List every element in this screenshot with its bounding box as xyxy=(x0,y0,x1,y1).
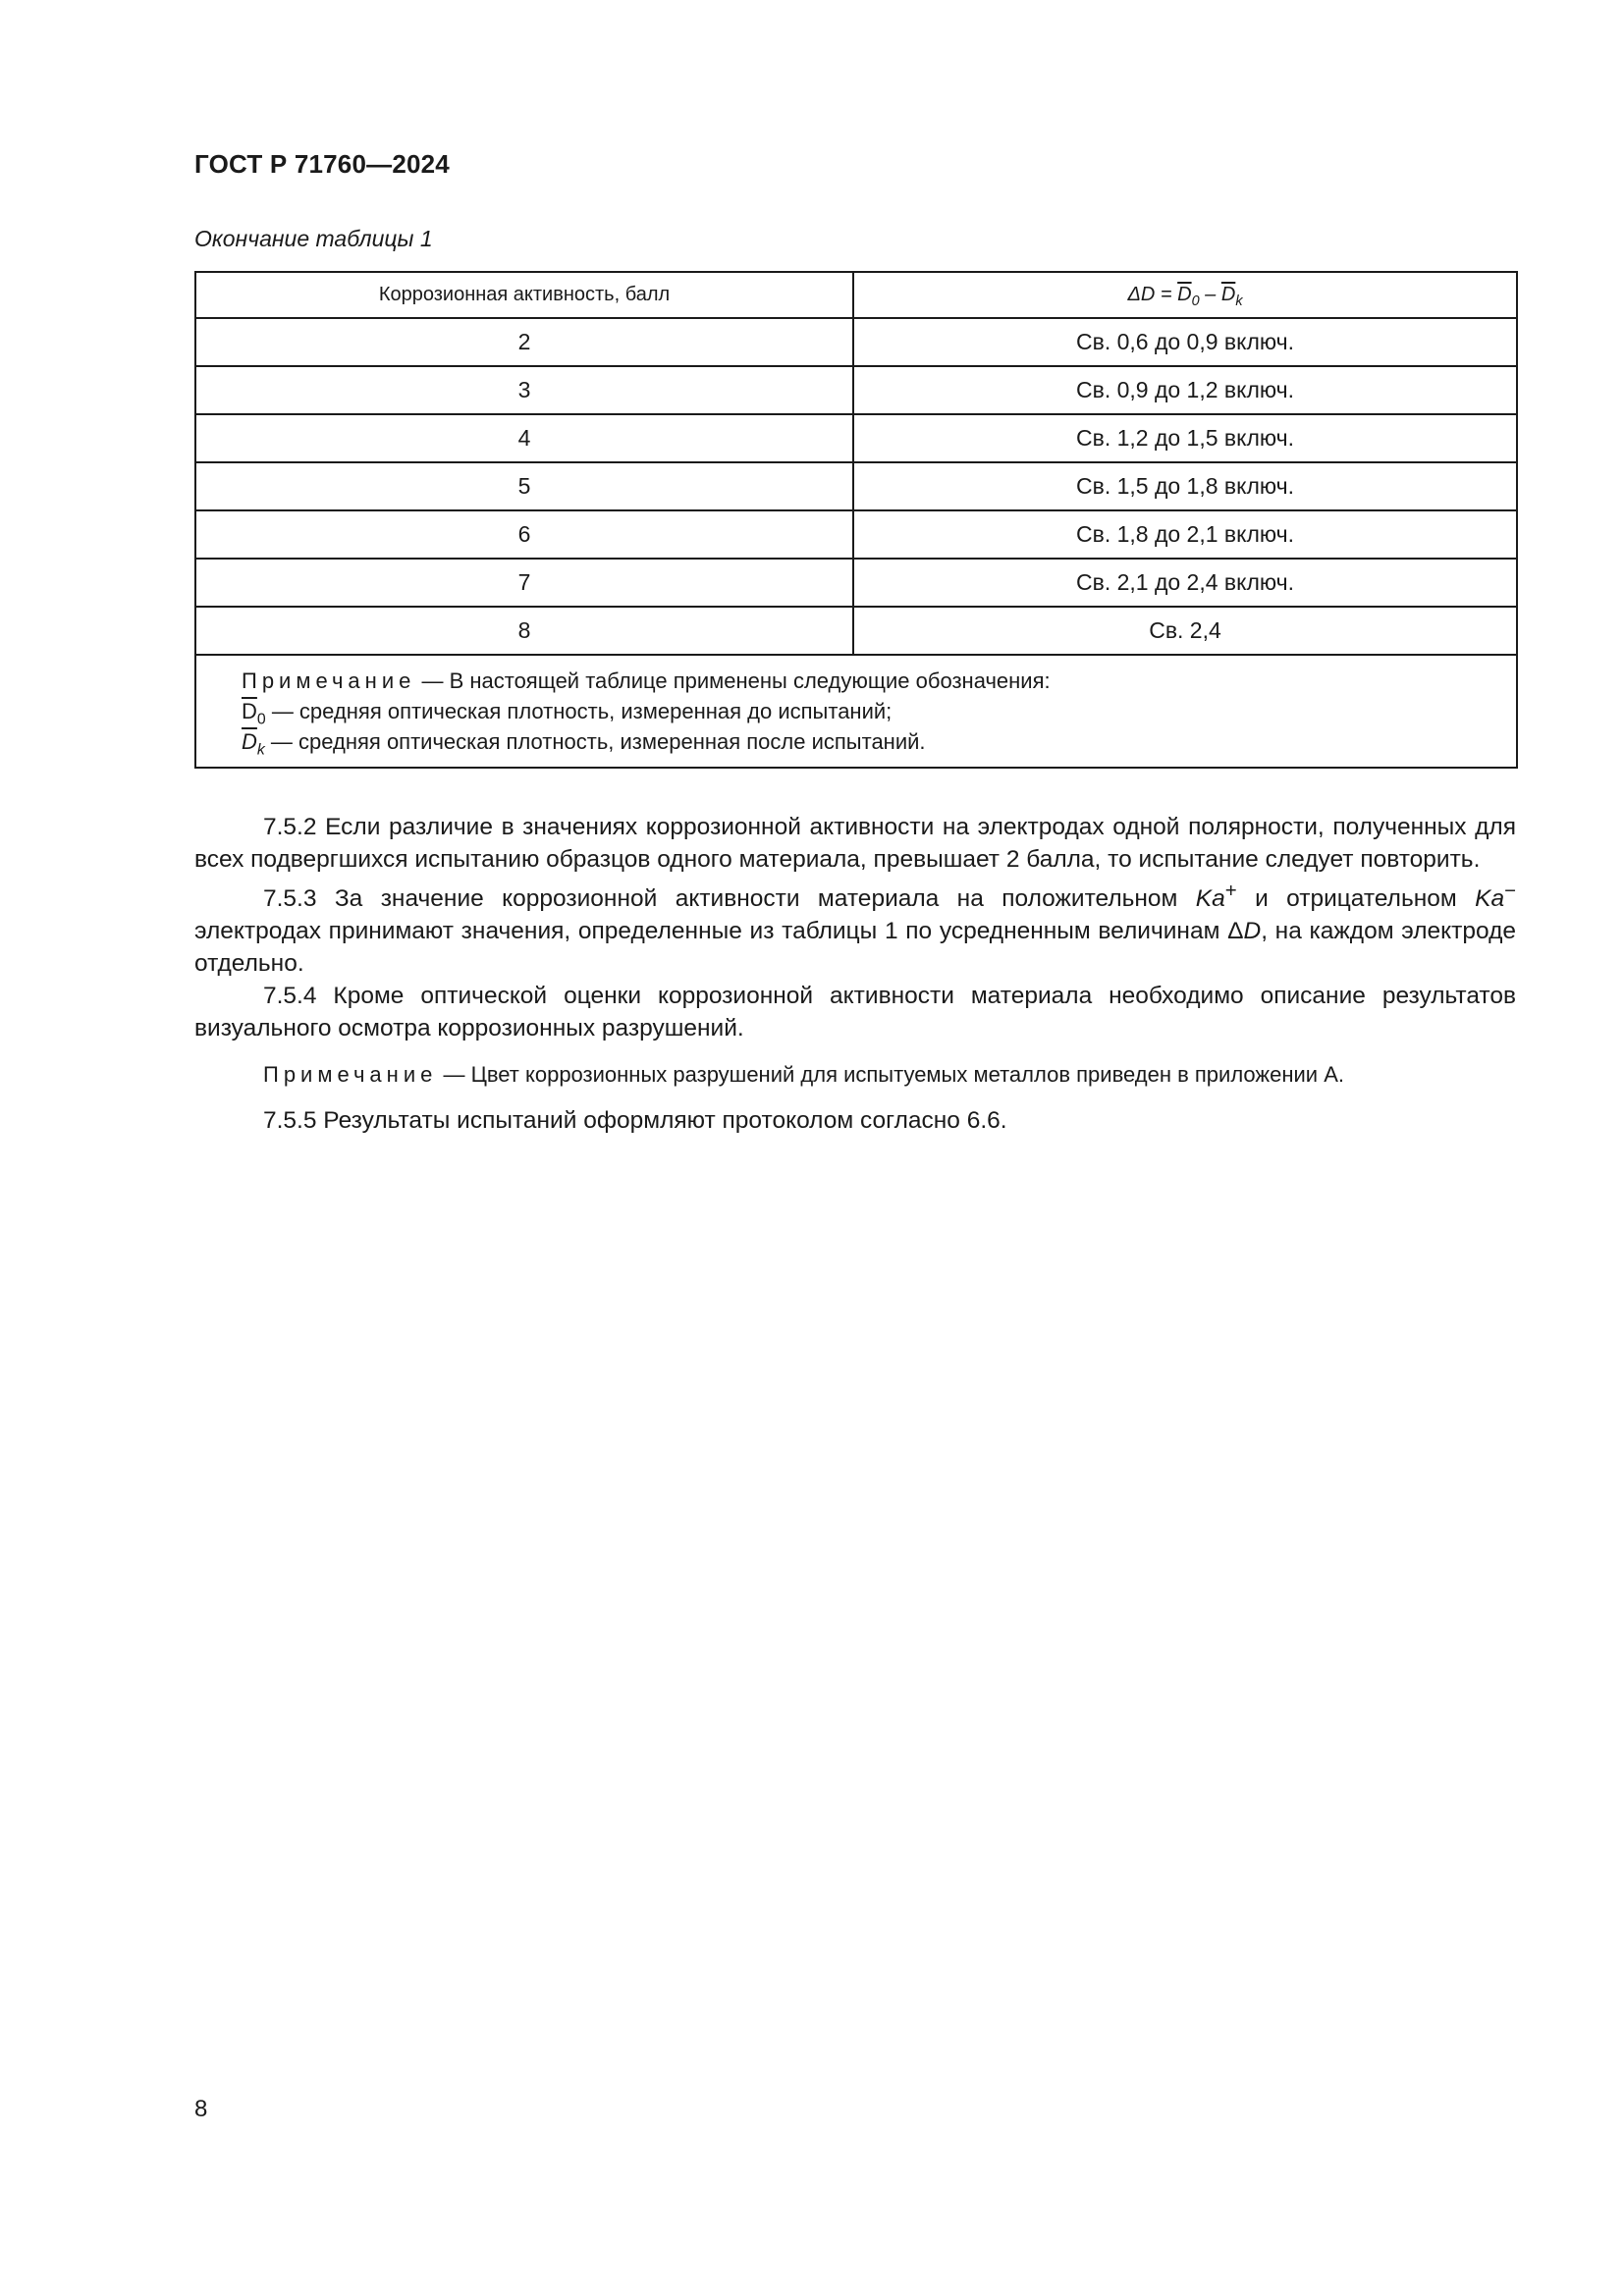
range-cell: Св. 1,5 до 1,8 включ. xyxy=(853,462,1517,510)
paragraph-7-5-2: 7.5.2 Если различие в значениях коррозионной активности на электродах одной полярности, полученных для всех подвергшихся испытанию образцов одного материала, превышает 2 балла, то испытание следует повторить. xyxy=(194,814,1516,873)
dk-subscript: k xyxy=(1235,294,1243,310)
range-cell: Св. 2,1 до 2,4 включ. xyxy=(853,559,1517,607)
body-text xyxy=(194,811,1516,1137)
table-row xyxy=(195,318,1517,366)
score-cell: 2 xyxy=(195,318,853,366)
note2-text: — Цвет коррозионных разрушений для испытуемых металлов приведен в приложении А. xyxy=(437,1062,1344,1088)
table-row xyxy=(195,510,1517,559)
delta-d-label: ΔD = xyxy=(1127,284,1178,305)
paragraph-7-5-3 xyxy=(194,876,1516,980)
note-d0-subscript: 0 xyxy=(256,711,266,728)
note-d0-symbol: $\overline{D}$ xyxy=(242,699,257,723)
note-paragraph xyxy=(194,1058,1516,1091)
note-line-1 xyxy=(242,666,1516,696)
table-caption: Окончание таблицы 1 xyxy=(194,226,433,251)
p753-part3: электродах принимают значения, определенные из таблицы 1 по усредненным величинам xyxy=(194,918,1228,945)
table-note-row xyxy=(195,655,1517,768)
d-symbol: D xyxy=(1243,918,1262,945)
corrosion-table xyxy=(194,271,1518,769)
score-cell: 7 xyxy=(195,559,853,607)
col-header-score: Коррозионная активность, балл xyxy=(195,272,853,318)
note-dk-subscript: k xyxy=(256,741,265,759)
note-label: Примечание xyxy=(242,668,416,693)
note2-label: Примечание xyxy=(263,1062,438,1088)
dk-symbol: $\overline{D}$ xyxy=(1220,284,1236,305)
note-line-3 xyxy=(242,726,1516,757)
col-header-delta-d xyxy=(853,272,1517,318)
paragraph-7-5-5: 7.5.5 Результаты испытаний оформляют протоколом согласно 6.6. xyxy=(263,1107,1007,1135)
ka-minus-symbol: Ka xyxy=(1475,885,1505,913)
table-row xyxy=(195,559,1517,607)
d0-symbol: $\overline{D}$ xyxy=(1177,284,1192,305)
range-cell: Св. 0,9 до 1,2 включ. xyxy=(853,366,1517,414)
range-cell: Св. 1,2 до 1,5 включ. xyxy=(853,414,1517,462)
score-cell: 5 xyxy=(195,462,853,510)
table-row xyxy=(195,366,1517,414)
delta-symbol: Δ xyxy=(1227,918,1244,945)
plus-superscript: + xyxy=(1224,881,1237,902)
note-dk-text: — средняя оптическая плотность, измеренная после испытаний. xyxy=(264,729,926,754)
table-note xyxy=(195,655,1517,768)
range-cell: Св. 0,6 до 0,9 включ. xyxy=(853,318,1517,366)
p753-part1: 7.5.3 За значение коррозионной активности материала на положительном xyxy=(263,885,1196,913)
score-cell: 8 xyxy=(195,607,853,655)
paragraph-7-5-4: 7.5.4 Кроме оптической оценки коррозионной активности материала необходимо описание результатов визуального осмотра коррозионных разрушений. xyxy=(194,983,1516,1042)
minus-sign: – xyxy=(1199,284,1221,305)
range-cell: Св. 2,4 xyxy=(853,607,1517,655)
score-cell: 4 xyxy=(195,414,853,462)
d0-subscript: 0 xyxy=(1191,294,1200,310)
p753-part4: , на каждом электроде отдельно. xyxy=(194,918,1516,978)
score-cell: 3 xyxy=(195,366,853,414)
page-number: 8 xyxy=(194,2096,208,2122)
range-cell: Св. 1,8 до 2,1 включ. xyxy=(853,510,1517,559)
document-id: ГОСТ Р 71760—2024 xyxy=(194,149,450,179)
table-row xyxy=(195,414,1517,462)
note-dk-symbol: $\overline{D}$ xyxy=(242,729,257,754)
table-header-row xyxy=(195,272,1517,318)
table-row xyxy=(195,462,1517,510)
minus-superscript: − xyxy=(1504,881,1516,902)
note-line-2 xyxy=(242,696,1516,726)
score-cell: 6 xyxy=(195,510,853,559)
note-d0-text: — средняя оптическая плотность, измеренная до испытаний; xyxy=(265,699,893,723)
table-row xyxy=(195,607,1517,655)
note-intro-text: — В настоящей таблице применены следующие обозначения: xyxy=(415,668,1051,693)
p753-part2: и отрицательном xyxy=(1236,885,1476,913)
ka-plus-symbol: Ka xyxy=(1195,885,1225,913)
